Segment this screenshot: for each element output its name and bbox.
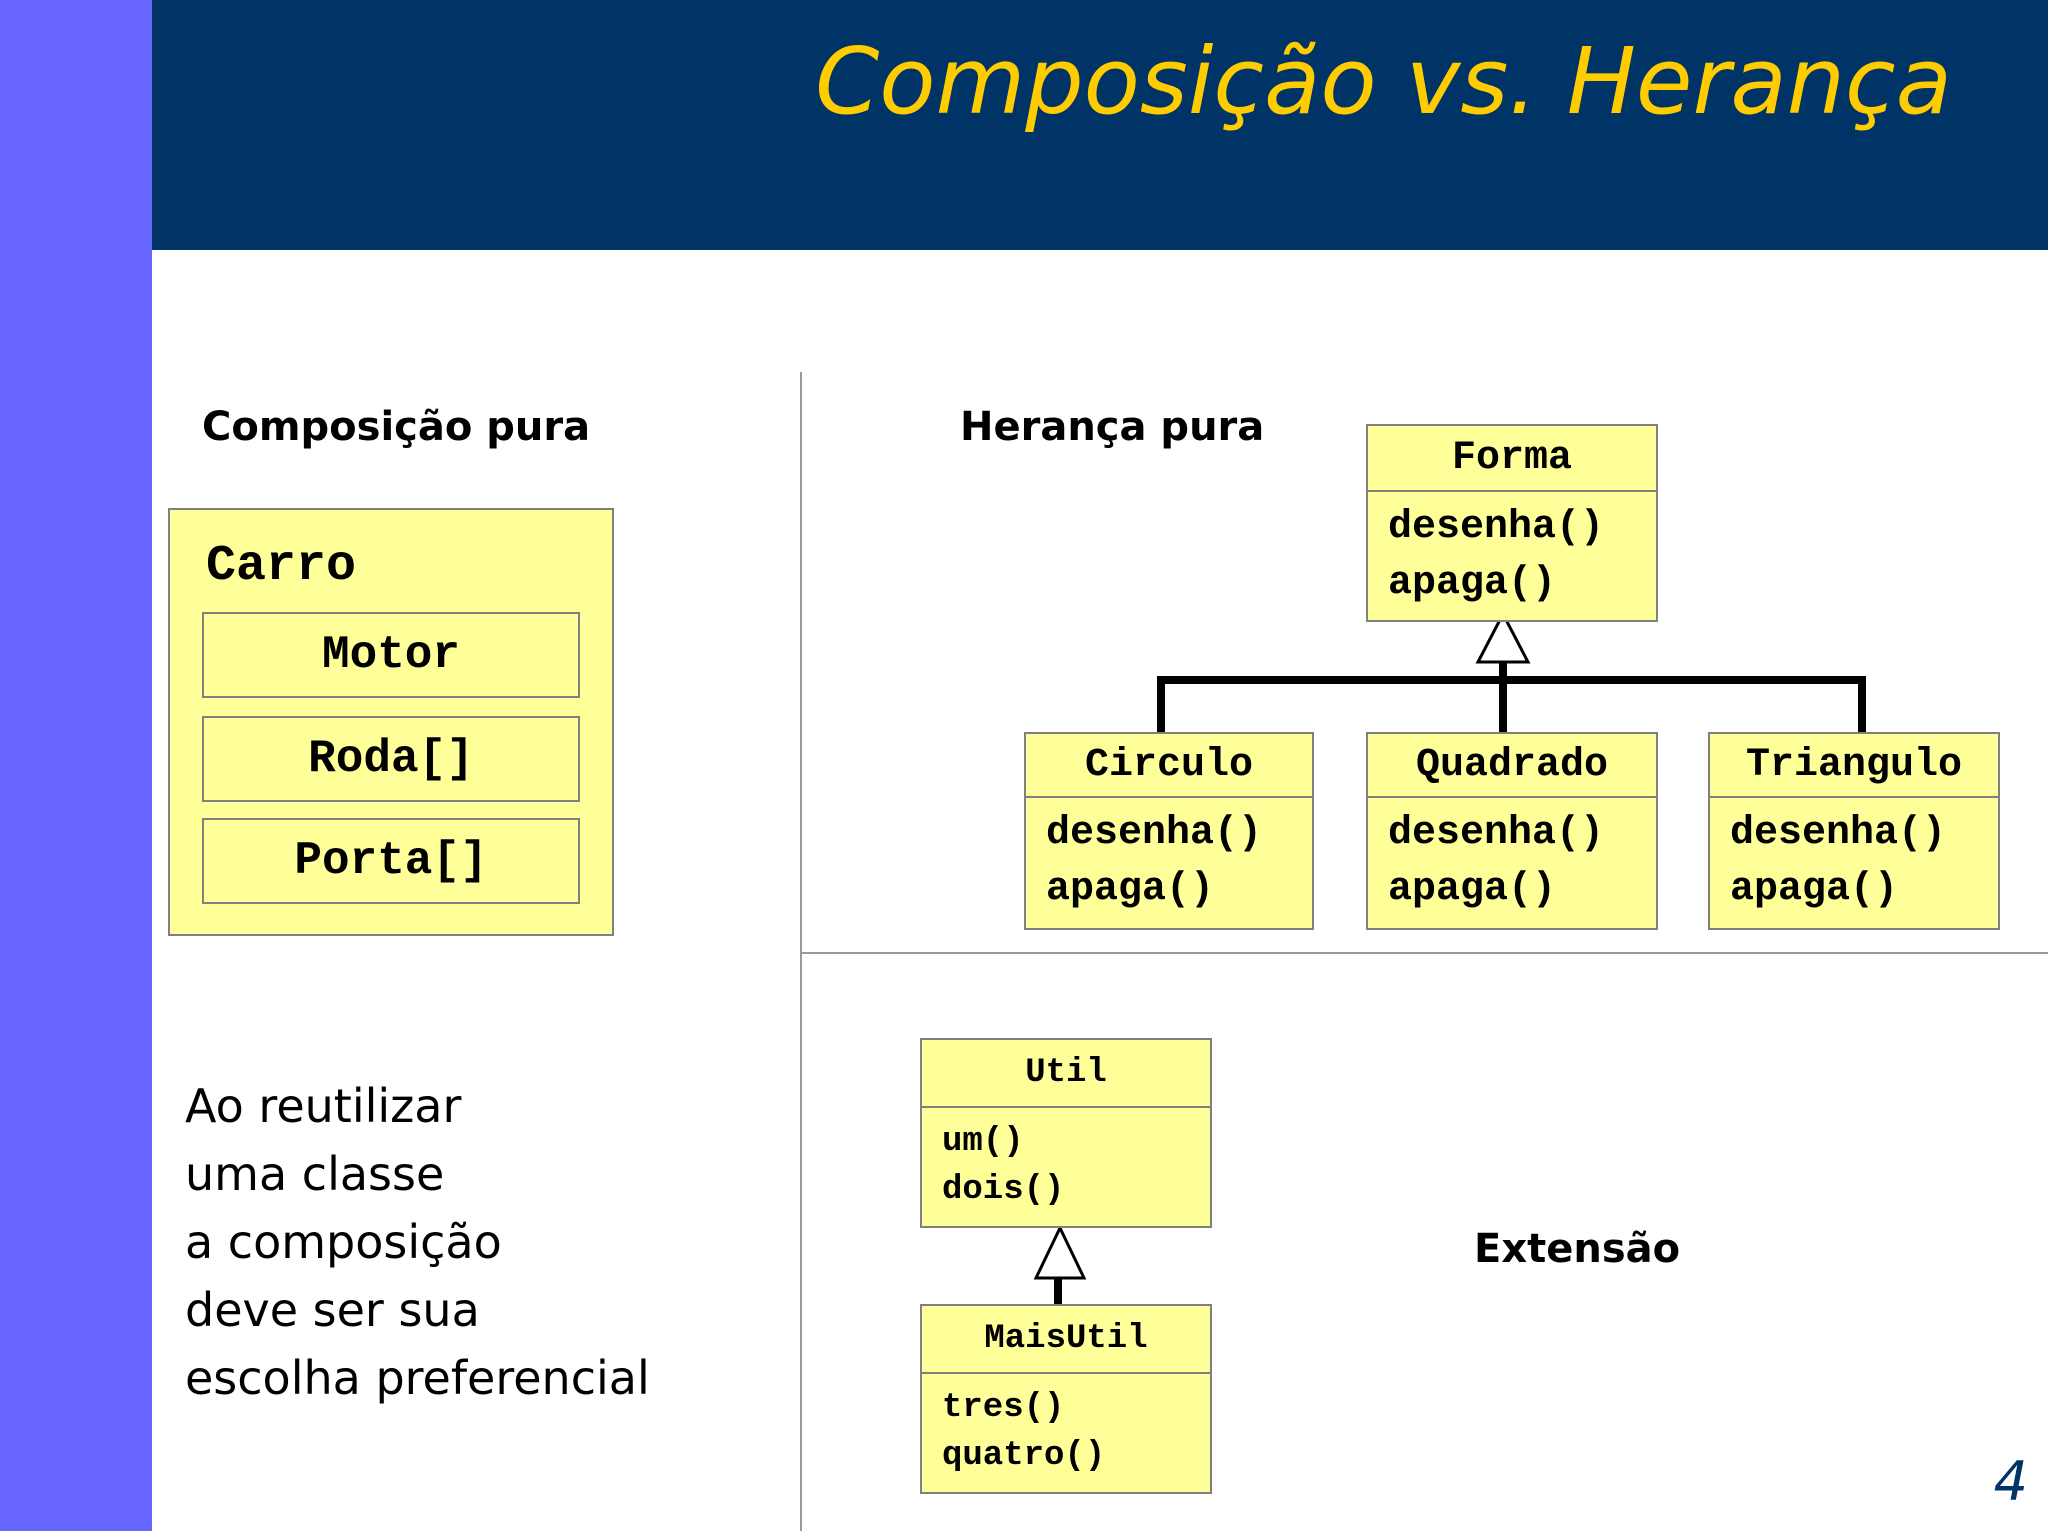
- component-roda: Roda[]: [202, 716, 580, 802]
- class-forma-methods: [1368, 492, 1656, 612]
- class-forma: [1366, 424, 1658, 622]
- method: apaga(): [1730, 867, 1899, 912]
- class-quadrado-methods: [1368, 798, 1656, 918]
- extension-heading: Extensão: [1474, 1226, 1681, 1272]
- class-maisutil: [920, 1304, 1212, 1494]
- class-maisutil-name: MaisUtil: [922, 1306, 1210, 1374]
- class-quadrado: [1366, 732, 1658, 930]
- class-quadrado-name: Quadrado: [1368, 734, 1656, 798]
- class-forma-name: Forma: [1368, 426, 1656, 492]
- component-motor: Motor: [202, 612, 580, 698]
- method: dois(): [942, 1171, 1065, 1209]
- advice-line: uma classe: [185, 1147, 445, 1201]
- method: desenha(): [1388, 505, 1605, 550]
- method: tres(): [942, 1389, 1065, 1427]
- component-porta: Porta[]: [202, 818, 580, 904]
- advice-line: Ao reutilizar: [185, 1079, 462, 1133]
- class-maisutil-methods: [922, 1374, 1210, 1480]
- method: quatro(): [942, 1437, 1106, 1475]
- method: apaga(): [1388, 561, 1557, 606]
- extension-arrowhead: [1036, 1228, 1084, 1278]
- slide-title: Composição vs. Herança: [815, 28, 1952, 135]
- method: desenha(): [1730, 811, 1947, 856]
- class-circulo-methods: [1026, 798, 1312, 918]
- class-circulo-name: Circulo: [1026, 734, 1312, 798]
- advice-line: deve ser sua: [185, 1283, 480, 1337]
- class-util: [920, 1038, 1212, 1228]
- class-triangulo-name: Triangulo: [1710, 734, 1998, 798]
- method: um(): [942, 1123, 1024, 1161]
- method: apaga(): [1046, 867, 1215, 912]
- method: desenha(): [1388, 811, 1605, 856]
- class-triangulo-methods: [1710, 798, 1998, 918]
- class-circulo: [1024, 732, 1314, 930]
- method: apaga(): [1388, 867, 1557, 912]
- class-triangulo: [1708, 732, 2000, 930]
- composition-heading: Composição pura: [202, 404, 591, 450]
- advice-line: a composição: [185, 1215, 502, 1269]
- inheritance-heading: Herança pura: [960, 404, 1265, 450]
- advice-line: escolha preferencial: [185, 1351, 650, 1405]
- class-util-name: Util: [922, 1040, 1210, 1108]
- method: desenha(): [1046, 811, 1263, 856]
- carro-class-name: Carro: [206, 538, 357, 595]
- page-number: 4: [1993, 1450, 2028, 1513]
- class-util-methods: [922, 1108, 1210, 1214]
